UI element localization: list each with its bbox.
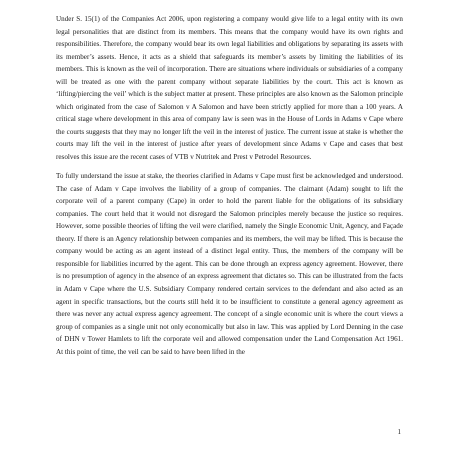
paragraph-2: To fully understand the issue at stake, the theories clarified in Adams v Cape must first be acknowledged and understood. The case of Adam v Cape involves the liability of a group of companies. The claimant (Adam) sought to lift the corporate veil of a parent company (Cape) in order to hold the parent liable for the obligations of its subsidiary companies. The court held that it would not disregard the Salomon principles merely because the justice so requires. However, some possible theories of lifting the veil were clarified, namely the Single Economic Unit, Agency, and Façade theory. If there is an Agency relationship between companies and its members, the veil may be lifted. This is because the company would be acting as an agent instead of a distinct legal entity. Thus, the members of the company will be responsible for liabilities incurred by the agent. This can be done through an express agency agreement. However, there is no presumption of agency in the absence of an express agreement that dictates so. This can be illustrated from the facts in Adam v Cape where the U.S. Subsidiary Company rendered certain services to the defendant and also acted as an agent in specific transactions, but the courts still held it to be insufficient to constitute a general agency agreement as there was never any actual express agency agreement. The concept of a single economic unit is where the court views a group of companies as a single unit not only economically but also in law. This was applied by Lord Denning in the case of DHN v Tower Hamlets to lift the corporate veil and allowed compensation under the Land Compensation Act 1961. At this point of time, the veil can be said to have been lifted in the — [56, 172, 403, 356]
paragraph-1: Under S. 15(1) of the Companies Act 2006, upon registering a company would give life to a legal entity with its own legal personalities that are distinct from its members. This means that the company would have its own rights and responsibilities. Therefore, the company would bear its own legal liabilities and obligations by separating its assets with its member’s assets. Hence, it acts as a shield that safeguards its member’s assets by limiting the liabilities of its members. This is known as the veil of incorporation. There are situations where individuals or subsidiaries of a company will be treated as one with the parent company without separate liabilities by the court. This act is known as ‘lifting/piercing the veil’ which is the subject matter at present. These principles are also known as the Salomon principle which originated from the case of Salomon v A Salomon and have been strictly applied for more than a 100 years. A critical stage where development in this area of company law is seen was in the House of Lords in Adams v Cape where the courts suggests that they may no longer lift the veil in the interest of justice. The current issue at stake is whether the courts may lift the veil in the interest of justice after years of development since Adams v Cape and cases that best resolves this issue are the recent cases of VTB v Nutritek and Prest v Petrodel Resources. — [56, 15, 403, 162]
page-number: 1 — [397, 428, 401, 436]
